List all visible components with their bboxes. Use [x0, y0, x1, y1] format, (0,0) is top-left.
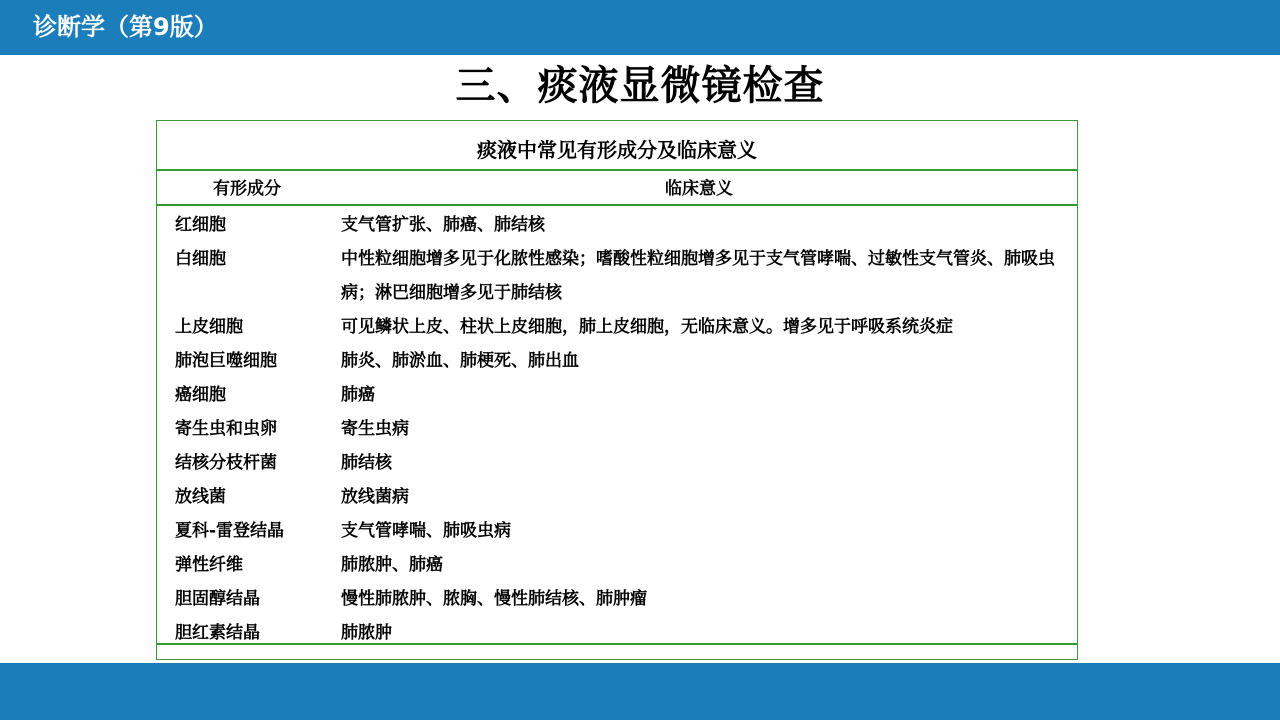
- significance-cell: 放线菌病: [341, 487, 409, 507]
- significance-cell: 中性粒细胞增多见于化脓性感染；嗜酸性粒细胞增多见于支气管哮喘、过敏性支气管炎、肺吸虫病；淋巴细胞增多见于肺结核: [341, 249, 1055, 303]
- table-row: [157, 582, 1077, 616]
- component-cell: 寄生虫和虫卵: [175, 419, 277, 439]
- table-header-row: [157, 171, 1077, 206]
- component-cell: 放线菌: [175, 487, 226, 507]
- bottom-banner: [0, 663, 1280, 720]
- component-cell: 胆固醇结晶: [175, 589, 260, 609]
- significance-cell: 肺癌: [341, 385, 375, 405]
- table-bottom-rule: [157, 643, 1077, 645]
- component-cell: 上皮细胞: [175, 317, 243, 337]
- significance-cell: 支气管扩张、肺癌、肺结核: [341, 215, 545, 235]
- findings-table: [156, 120, 1078, 660]
- course-title: 诊断学（第9版）: [33, 13, 218, 41]
- significance-cell: 慢性肺脓肿、脓胸、慢性肺结核、肺肿瘤: [341, 589, 647, 609]
- table-row: [157, 378, 1077, 412]
- table-row: [157, 514, 1077, 548]
- component-cell: 胆红素结晶: [175, 623, 260, 643]
- significance-cell: 支气管哮喘、肺吸虫病: [341, 521, 511, 541]
- table-row: [157, 208, 1077, 242]
- component-cell: 白细胞: [175, 249, 226, 269]
- slide-heading: 三、痰液显微镜检查: [455, 63, 825, 109]
- table-row: [157, 412, 1077, 446]
- significance-cell: 可见鳞状上皮、柱状上皮细胞，肺上皮细胞，无临床意义。增多见于呼吸系统炎症: [341, 317, 953, 337]
- significance-cell: 肺结核: [341, 453, 392, 473]
- significance-cell: 肺脓肿、肺癌: [341, 555, 443, 575]
- component-cell: 肺泡巨噬细胞: [175, 351, 277, 371]
- table-row: [157, 480, 1077, 514]
- table-row: [157, 344, 1077, 378]
- table-row: [157, 242, 1077, 310]
- component-cell: 夏科-雷登结晶: [175, 521, 285, 541]
- column-header-significance: 临床意义: [665, 179, 733, 199]
- component-cell: 弹性纤维: [175, 555, 243, 575]
- component-cell: 癌细胞: [175, 385, 226, 405]
- top-banner: [0, 0, 1280, 55]
- significance-cell: 寄生虫病: [341, 419, 409, 439]
- table-body: [157, 208, 1077, 650]
- component-cell: 结核分枝杆菌: [175, 453, 277, 473]
- significance-cell: 肺脓肿: [341, 623, 392, 643]
- table-row: [157, 548, 1077, 582]
- column-header-component: 有形成分: [213, 179, 281, 199]
- component-cell: 红细胞: [175, 215, 226, 235]
- significance-cell: 肺炎、肺淤血、肺梗死、肺出血: [341, 351, 579, 371]
- table-row: [157, 310, 1077, 344]
- table-row: [157, 446, 1077, 480]
- table-caption: 痰液中常见有形成分及临床意义: [157, 121, 1077, 171]
